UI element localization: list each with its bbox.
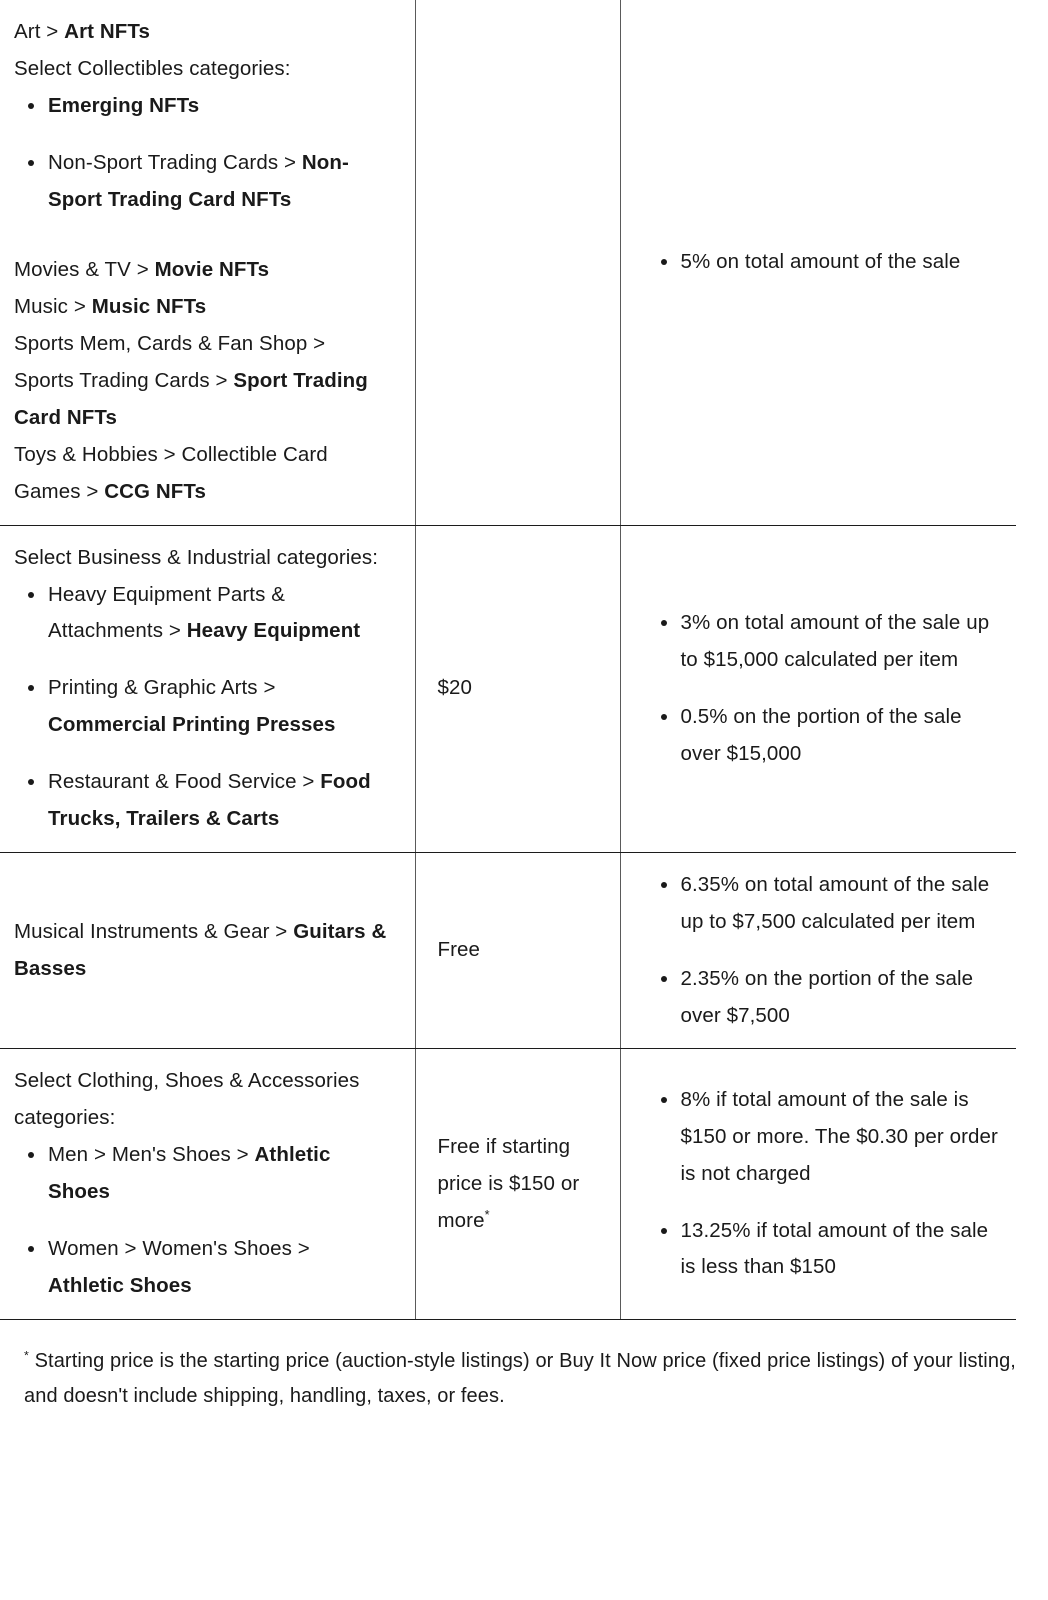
category-lead-in: Select Collectibles categories: [14, 56, 291, 80]
bullet-prefix: Non-Sport Trading Cards > [48, 150, 302, 174]
breadcrumb-leaf: Art NFTs [64, 20, 151, 43]
list-item: 8% if total amount of the sale is $150 or more. The $0.30 per order is not charged [647, 1082, 1007, 1193]
table-row [0, 525, 1016, 852]
list-item: 5% on total amount of the sale [647, 244, 1007, 281]
category-breadcrumb-art [14, 14, 391, 51]
breadcrumb-leaf: Sport Trading Card NFTs [14, 369, 368, 430]
cell-category [0, 525, 415, 852]
category-bullet-list [14, 1137, 391, 1305]
bullet-prefix: Printing & Graphic Arts > [48, 676, 276, 700]
bullet-leaf: Athletic Shoes [48, 1273, 192, 1297]
category-bullet-list [14, 577, 391, 838]
cell-insertion-fee [415, 1049, 620, 1319]
bullet-leaf: Commercial Printing Presses [48, 713, 336, 737]
category-line-music [14, 289, 391, 326]
list-item: 13.25% if total amount of the sale is less than $150 [647, 1213, 1007, 1287]
cell-category [0, 0, 415, 525]
bullet-leaf: Athletic Shoes [48, 1143, 331, 1204]
bullet-prefix: Men > Men's Shoes > [48, 1143, 255, 1167]
breadcrumb-prefix: Art > [14, 20, 65, 43]
category-lead-in: Select Clothing, Shoes & Accessories categories: [14, 1069, 360, 1130]
final-value-fee-list [647, 867, 1007, 1035]
cell-category [0, 852, 415, 1049]
category-additional-lines [14, 252, 391, 510]
bullet-leaf: Heavy Equipment [186, 619, 361, 643]
cell-final-value-fee [620, 1049, 1016, 1319]
insertion-fee-value: Free [437, 938, 481, 962]
category-breadcrumb-musical [14, 914, 391, 988]
cell-final-value-fee [620, 0, 1016, 525]
bullet-leaf: Non-Sport Trading Card NFTs [48, 150, 349, 211]
list-item [14, 145, 391, 219]
list-item [14, 1231, 391, 1305]
category-line-movies [14, 252, 391, 289]
insertion-fee-value: $20 [437, 676, 473, 700]
bullet-leaf: Emerging NFTs [48, 93, 200, 117]
breadcrumb-prefix: Movies & TV > [14, 258, 155, 282]
list-item: 0.5% on the portion of the sale over $15,000 [647, 699, 1007, 773]
list-item [14, 577, 391, 651]
footnote-marker: * [484, 1206, 490, 1222]
list-item: 2.35% on the portion of the sale over $7,500 [647, 961, 1007, 1035]
insertion-fee-value [416, 248, 620, 276]
cell-insertion-fee [415, 852, 620, 1049]
cell-final-value-fee [620, 852, 1016, 1049]
list-item [14, 764, 391, 838]
breadcrumb-leaf: CCG NFTs [104, 479, 207, 503]
footnote-text: Starting price is the starting price (auction-style listings) or Buy It Now price (fixed price listings) of your listing, and doesn't include shipping, handling, taxes, or fees. [24, 1349, 1016, 1408]
table-row [0, 852, 1016, 1049]
insertion-fee-value: Free if starting price is $150 or more [437, 1134, 580, 1232]
category-bullet-list [14, 88, 391, 219]
table-row [0, 0, 1016, 525]
spacer [14, 218, 391, 252]
breadcrumb-prefix: Musical Instruments & Gear > [14, 919, 294, 943]
breadcrumb-prefix: Toys & Hobbies > Collectible Card Games > [14, 442, 328, 503]
breadcrumb-prefix: Sports Mem, Cards & Fan Shop > Sports Trading Cards > [14, 332, 326, 393]
table-footnote [0, 1320, 1048, 1415]
list-item [14, 88, 391, 125]
breadcrumb-leaf: Guitars & Basses [14, 919, 387, 980]
bullet-prefix: Restaurant & Food Service > [48, 770, 321, 794]
list-item: 6.35% on total amount of the sale up to $7,500 calculated per item [647, 867, 1007, 941]
final-value-fee-list [647, 244, 1007, 281]
breadcrumb-leaf: Movie NFTs [154, 258, 270, 282]
footnote-marker: * [24, 1348, 29, 1363]
bullet-leaf: Food Trucks, Trailers & Carts [48, 770, 371, 831]
list-item [14, 670, 391, 744]
bullet-prefix: Women > Women's Shoes > [48, 1237, 310, 1261]
breadcrumb-prefix: Music > [14, 295, 92, 319]
category-line-toys [14, 437, 391, 511]
table-row [0, 1049, 1016, 1319]
final-value-fee-list [647, 1082, 1007, 1286]
breadcrumb-leaf: Music NFTs [91, 295, 207, 319]
category-line-sports [14, 326, 391, 437]
cell-category [0, 1049, 415, 1319]
list-item [14, 1137, 391, 1211]
bullet-prefix: Heavy Equipment Parts & Attachments > [48, 582, 286, 643]
cell-insertion-fee [415, 525, 620, 852]
cell-final-value-fee [620, 525, 1016, 852]
final-value-fee-list [647, 605, 1007, 773]
category-lead-in: Select Business & Industrial categories: [14, 545, 379, 569]
cell-insertion-fee [415, 0, 620, 525]
list-item: 3% on total amount of the sale up to $15,000 calculated per item [647, 605, 1007, 679]
